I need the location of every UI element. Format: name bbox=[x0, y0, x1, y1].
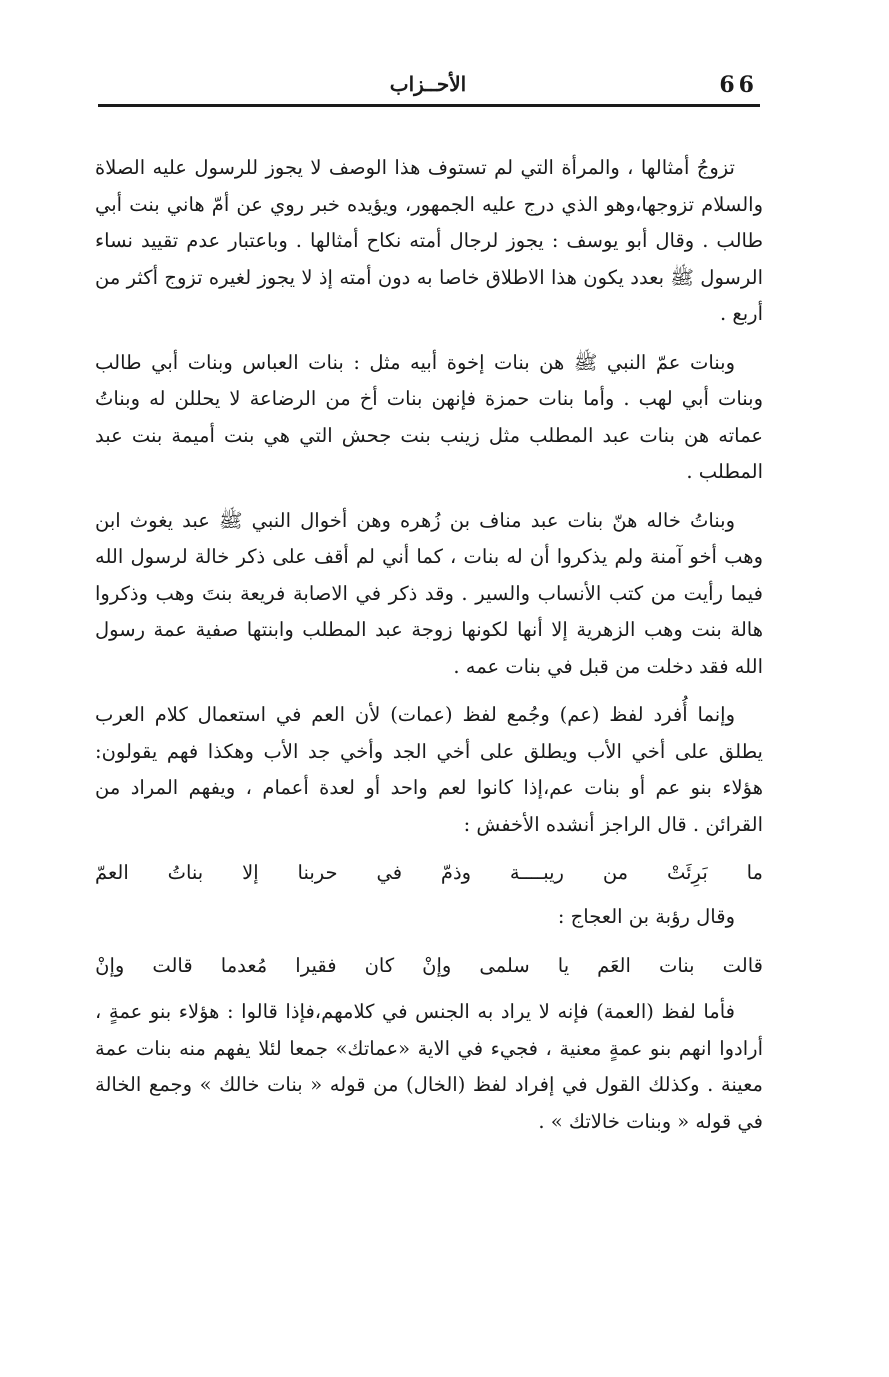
verse-word: سلمى bbox=[479, 953, 530, 977]
verse-word: قالت bbox=[152, 953, 193, 977]
verse-word: ريبــــة bbox=[509, 861, 564, 884]
verse-word: وإنْ bbox=[95, 953, 125, 977]
verse-word: فقيرا bbox=[295, 953, 337, 977]
verse-word: العمّ bbox=[95, 861, 129, 884]
verse-line-1 bbox=[95, 855, 763, 891]
running-title: الأحــزاب bbox=[389, 72, 467, 96]
page-header bbox=[98, 72, 758, 106]
paragraph: وبنات عمّ النبي ﷺ هن بنات إخوة أبيه مثل : بنات العباس وبنات أبي طالب وبنات أبي لهب . وأما بنات حمزة فإنهن بنات أخ من الرضاعة لا يحللن له وبناتُ عماته هن بنات عبد المطلب مثل زينب بنت جحش التي هي بنت أميمة بنت عبد المطلب . bbox=[95, 350, 763, 483]
body-text bbox=[95, 150, 763, 1152]
verse-word: قالت bbox=[722, 953, 763, 977]
page-number: 66 bbox=[719, 72, 758, 98]
verse-line-2 bbox=[95, 948, 763, 985]
verse-word: مُعدما bbox=[220, 953, 268, 977]
verse-word: في bbox=[376, 861, 403, 884]
paragraph: وإنما أُفرد لفظ (عم) وجُمع لفظ (عمات) لأن العم في استعمال كلام العرب يطلق على أخي الأب ويطلق على أخي الجد وأخي جد الأب وهكذا فهم يقولون: هؤلاء بنو عم أو بنات عم،إذا كانوا لعم واحد أو لعدة أعمام ، ويفهم المراد من القرائن . قال الراجز أنشده الأخفش : bbox=[95, 703, 763, 836]
verse-intro: وقال رؤبة بن العجاج : bbox=[557, 905, 735, 928]
paragraph: تزوجُ أمثالها ، والمرأة التي لم تستوف هذا الوصف لا يجوز للرسول عليه الصلاة والسلام تزوجها،وهو الذي درج عليه الجمهور، ويؤيده خبر روي عن أمّ هاني بنت أبي طالب . وقال أبو يوسف : يجوز لرجال أمته نكاح أمثالها . وباعتبار عدم تقييد نساء الرسول ﷺ بعدد يكون هذا الاطلاق خاصا به دون أمته إذ لا يجوز لغيره تزوج أكثر من أربع . bbox=[95, 156, 763, 325]
verse-word: وإنْ bbox=[422, 953, 452, 977]
verse-word: من bbox=[602, 861, 629, 884]
verse-word: بناتُ bbox=[167, 861, 204, 884]
verse-word: يا bbox=[557, 953, 570, 977]
verse-word: كان bbox=[364, 953, 395, 977]
verse-word: حربنا bbox=[297, 861, 338, 884]
verse-word: ما bbox=[746, 861, 763, 884]
verse-word: العَم bbox=[597, 953, 631, 977]
verse-word: وذمّ bbox=[440, 861, 472, 884]
paragraph: فأما لفظ (العمة) فإنه لا يراد به الجنس في كلامهم،فإذا قالوا : هؤلاء بنو عمةٍ ، أرادوا انهم بنو عمةٍ معنية ، فجيء في الاية «عماتك» جمعا لئلا يفهم منه بنات عمة معينة . وكذلك القول في إفراد لفظ (الخال) من قوله « بنات خالك » وجمع الخالة في قوله « وبنات خالاتك » . bbox=[95, 1000, 763, 1133]
verse-word: بنات bbox=[658, 953, 695, 977]
paragraph: وبناتُ خاله هنّ بنات عبد مناف بن زُهره وهن أخوال النبي ﷺ عبد يغوث ابن وهب أخو آمنة ولم يذكروا أن له بنات ، كما أني لم أقف على ذكر خالة لرسول الله فيما رأيت من كتب الأنساب والسير . وقد ذكر في الاصابة فريعة بنتَ وهب وذكروا هالة بنت وهب الزهرية إلا أنها لكونها زوجة عبد المطلب وابنتها صفية عمة رسول الله فقد دخلت من قبل في بنات عمه . bbox=[95, 508, 763, 678]
header-rule bbox=[98, 104, 760, 107]
verse-word: إلا bbox=[242, 861, 259, 884]
verse-word: بَرِئَتْ bbox=[666, 861, 708, 884]
